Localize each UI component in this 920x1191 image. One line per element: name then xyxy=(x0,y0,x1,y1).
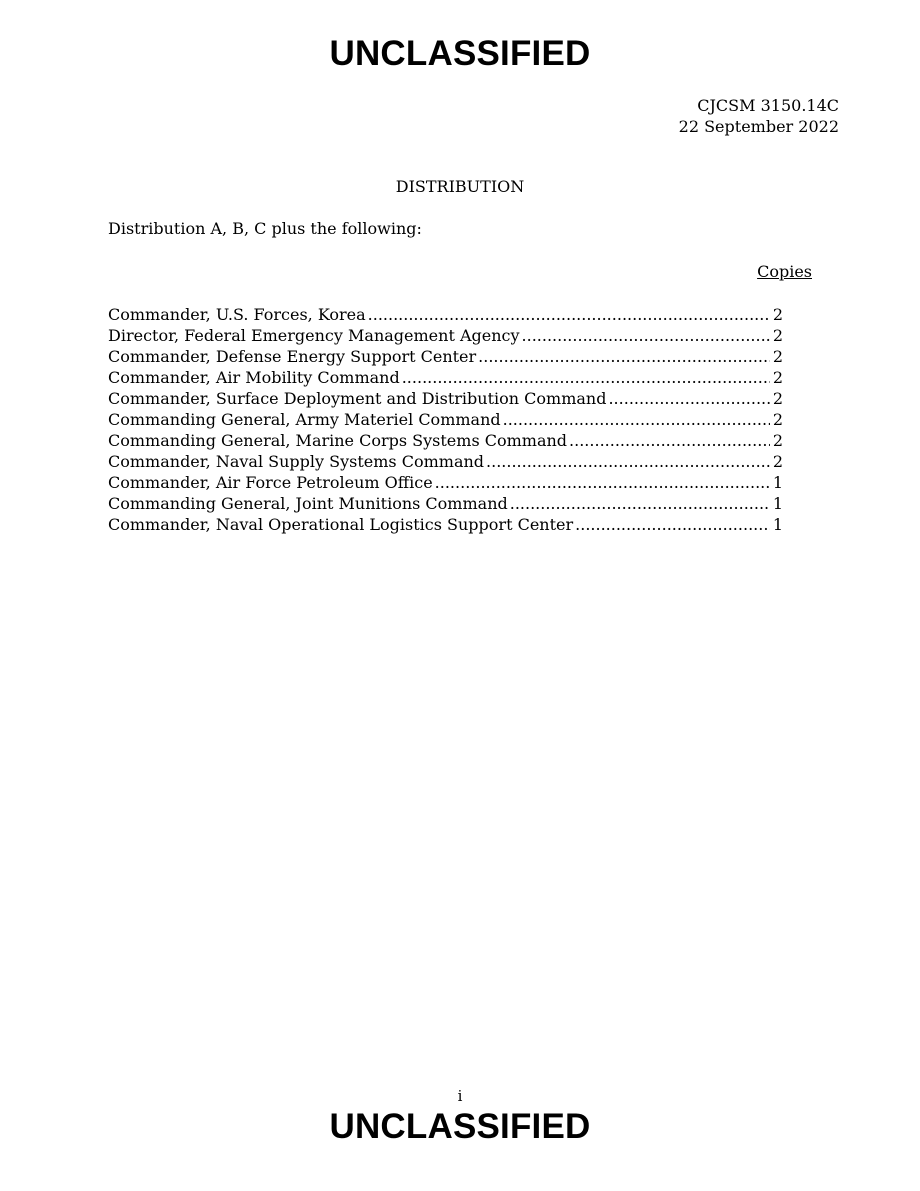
dot-leader xyxy=(484,451,770,472)
copies-count: 2 xyxy=(772,452,783,471)
copies-column-heading: Copies xyxy=(757,262,812,281)
recipient-name: Commanding General, Army Materiel Command xyxy=(108,410,501,429)
dot-leader xyxy=(366,304,770,325)
distribution-row xyxy=(108,304,783,325)
dot-leader xyxy=(573,514,770,535)
copies-count: 1 xyxy=(772,494,783,513)
recipient-name: Commander, Surface Deployment and Distribution Command xyxy=(108,389,607,408)
recipient-name: Commander, Naval Supply Systems Command xyxy=(108,452,485,471)
document-date: 22 September 2022 xyxy=(678,117,839,136)
dot-leader xyxy=(567,430,770,451)
distribution-row xyxy=(108,514,783,535)
distribution-row xyxy=(108,367,783,388)
copies-count: 2 xyxy=(772,368,783,387)
recipient-name: Commander, Defense Energy Support Center xyxy=(108,347,477,366)
section-title: DISTRIBUTION xyxy=(395,177,525,196)
recipient-name: Director, Federal Emergency Management Agency xyxy=(108,326,520,345)
document-number: CJCSM 3150.14C xyxy=(697,96,839,115)
copies-count: 1 xyxy=(772,515,783,534)
distribution-intro: Distribution A, B, C plus the following: xyxy=(108,219,422,238)
copies-count: 2 xyxy=(772,326,783,345)
dot-leader xyxy=(501,409,770,430)
recipient-name: Commanding General, Joint Munitions Command xyxy=(108,494,508,513)
dot-leader xyxy=(520,325,770,346)
page-number: i xyxy=(457,1087,463,1105)
copies-count: 2 xyxy=(772,431,783,450)
distribution-row xyxy=(108,388,783,409)
copies-count: 1 xyxy=(772,473,783,492)
dot-leader xyxy=(400,367,770,388)
distribution-row xyxy=(108,472,783,493)
copies-count: 2 xyxy=(772,347,783,366)
distribution-list xyxy=(108,304,783,535)
dot-leader xyxy=(433,472,770,493)
document-reference xyxy=(679,95,839,137)
dot-leader xyxy=(508,493,770,514)
distribution-row xyxy=(108,346,783,367)
dot-leader xyxy=(476,346,770,367)
copies-count: 2 xyxy=(772,410,783,429)
distribution-row xyxy=(108,325,783,346)
recipient-name: Commander, Air Force Petroleum Office xyxy=(108,473,433,492)
classification-banner-bottom: UNCLASSIFIED xyxy=(329,1107,591,1146)
dot-leader xyxy=(606,388,769,409)
distribution-row xyxy=(108,451,783,472)
distribution-row xyxy=(108,409,783,430)
distribution-row xyxy=(108,493,783,514)
recipient-name: Commander, U.S. Forces, Korea xyxy=(108,305,366,324)
classification-banner-top: UNCLASSIFIED xyxy=(329,34,591,73)
copies-count: 2 xyxy=(772,305,783,324)
recipient-name: Commanding General, Marine Corps Systems Command xyxy=(108,431,568,450)
recipient-name: Commander, Air Mobility Command xyxy=(108,368,400,387)
recipient-name: Commander, Naval Operational Logistics Support Center xyxy=(108,515,574,534)
copies-count: 2 xyxy=(772,389,783,408)
distribution-row xyxy=(108,430,783,451)
